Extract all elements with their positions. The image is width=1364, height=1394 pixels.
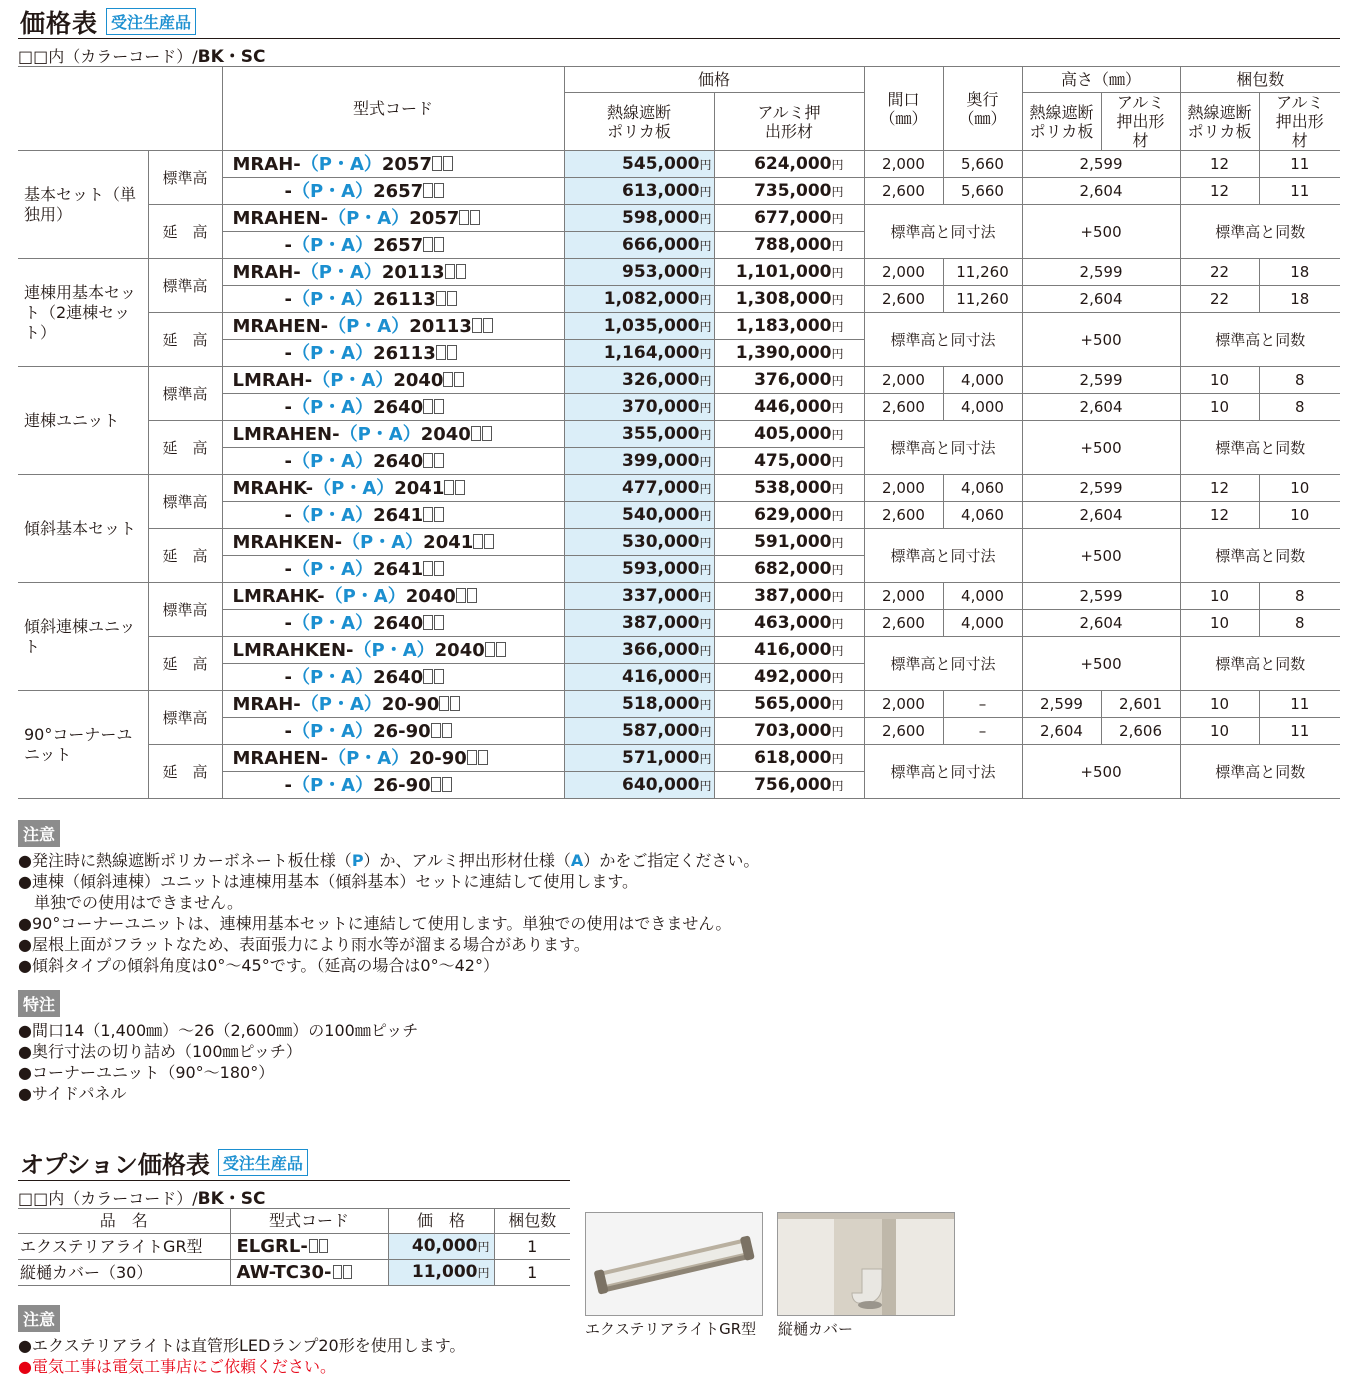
option-header-model: 型式コード	[230, 1209, 388, 1234]
price-polycarbonate: 337,000円	[564, 583, 714, 610]
price-row	[18, 367, 1340, 394]
height: 2,604	[1022, 286, 1180, 313]
price-polycarbonate: 530,000円	[564, 529, 714, 556]
height-plus: +500	[1022, 313, 1180, 367]
notes-list	[18, 850, 759, 976]
width: 2,600	[864, 718, 943, 745]
same-size-note: 標準高と同寸法	[864, 205, 1022, 259]
model-code: MRAHEN-（P・A）20113	[222, 313, 564, 340]
type-standard: 標準高	[148, 691, 222, 745]
pack-polycarbonate: 10	[1180, 583, 1259, 610]
model-code: LMRAH-（P・A）2040	[222, 367, 564, 394]
downspout-cover-illustration	[778, 1213, 954, 1315]
price-polycarbonate: 1,164,000円	[564, 340, 714, 367]
height-polycarbonate: 2,604	[1022, 718, 1101, 745]
type-standard: 標準高	[148, 583, 222, 637]
height-plus: +500	[1022, 529, 1180, 583]
height: 2,604	[1022, 394, 1180, 421]
price-aluminum: 1,390,000円	[714, 340, 864, 367]
width: 2,600	[864, 502, 943, 529]
width: 2,000	[864, 583, 943, 610]
special-line: ●コーナーユニット（90°～180°）	[18, 1063, 275, 1082]
price-aluminum: 463,000円	[714, 610, 864, 637]
option-made-to-order-badge: 受注生産品	[218, 1149, 308, 1176]
pack-aluminum: 11	[1259, 178, 1340, 205]
pack-polycarbonate: 12	[1180, 475, 1259, 502]
model-code: -（P・A）2640	[222, 448, 564, 475]
price-aluminum: 405,000円	[714, 421, 864, 448]
price-aluminum: 677,000円	[714, 205, 864, 232]
special-line: ●奥行寸法の切り詰め（100㎜ピッチ）	[18, 1042, 302, 1061]
same-size-note: 標準高と同寸法	[864, 745, 1022, 799]
depth: 4,000	[943, 583, 1022, 610]
price-aluminum: 446,000円	[714, 394, 864, 421]
width: 2,000	[864, 475, 943, 502]
option-header-price: 価 格	[388, 1209, 494, 1234]
group-label: 連棟ユニット	[18, 367, 148, 475]
pack-aluminum: 18	[1259, 259, 1340, 286]
width: 2,600	[864, 394, 943, 421]
option-color-code-note: □□内（カラーコード）/BK・SC	[18, 1189, 266, 1209]
model-code: MRAH-（P・A）2057	[222, 151, 564, 178]
option-title: オプション価格表 受注生産品	[20, 1145, 308, 1180]
note-line: ●傾斜タイプの傾斜角度は0°～45°です。（延高の場合は0°～42°）	[18, 956, 499, 975]
header-depth: 奥行（㎜）	[943, 67, 1022, 151]
price-aluminum: 538,000円	[714, 475, 864, 502]
header-model: 型式コード	[222, 67, 564, 151]
price-aluminum: 618,000円	[714, 745, 864, 772]
price-aluminum: 682,000円	[714, 556, 864, 583]
price-polycarbonate: 518,000円	[564, 691, 714, 718]
price-aluminum: 624,000円	[714, 151, 864, 178]
width: 2,600	[864, 178, 943, 205]
height-plus: +500	[1022, 421, 1180, 475]
pack-aluminum: 8	[1259, 610, 1340, 637]
price-row	[18, 691, 1340, 718]
depth: 4,060	[943, 475, 1022, 502]
price-polycarbonate: 640,000円	[564, 772, 714, 799]
same-size-note: 標準高と同寸法	[864, 529, 1022, 583]
option-note-line: ●電気工事は電気工事店にご依頼ください。	[18, 1357, 336, 1376]
width: 2,000	[864, 691, 943, 718]
special-line: ●サイドパネル	[18, 1084, 127, 1103]
type-standard: 標準高	[148, 259, 222, 313]
depth: 5,660	[943, 151, 1022, 178]
model-code: -（P・A）2641	[222, 502, 564, 529]
header-price: 価格	[564, 67, 864, 93]
header-price-polycarbonate: 熱線遮断ポリカ板	[564, 93, 714, 151]
price-polycarbonate: 571,000円	[564, 745, 714, 772]
height-aluminum: 2,601	[1101, 691, 1180, 718]
header-height-polycarbonate: 熱線遮断ポリカ板	[1022, 93, 1101, 151]
model-code: -（P・A）2640	[222, 394, 564, 421]
model-code: -（P・A）26113	[222, 340, 564, 367]
model-code: -（P・A）2641	[222, 556, 564, 583]
option-table	[18, 1208, 570, 1286]
price-row	[18, 529, 1340, 556]
price-aluminum: 475,000円	[714, 448, 864, 475]
exterior-light-caption: エクステリアライトGR型	[585, 1320, 757, 1338]
height: 2,599	[1022, 259, 1180, 286]
header-price-aluminum: アルミ押出形材	[714, 93, 864, 151]
special-line: ●間口14（1,400㎜）～26（2,600㎜）の100㎜ピッチ	[18, 1021, 419, 1040]
header-pack: 梱包数	[1180, 67, 1340, 93]
height-plus: +500	[1022, 205, 1180, 259]
note-line: 単独での使用はできません。	[34, 893, 243, 912]
price-row	[18, 205, 1340, 232]
model-code: MRAHEN-（P・A）2057	[222, 205, 564, 232]
price-row	[18, 151, 1340, 178]
downspout-cover-image	[777, 1212, 955, 1316]
model-code: MRAHK-（P・A）2041	[222, 475, 564, 502]
height-polycarbonate: 2,599	[1022, 691, 1101, 718]
price-row	[18, 637, 1340, 664]
price-polycarbonate: 416,000円	[564, 664, 714, 691]
downspout-cover-caption: 縦樋カバー	[778, 1320, 854, 1338]
pack-aluminum: 8	[1259, 583, 1340, 610]
price-table	[18, 66, 1340, 799]
type-extended: 延 高	[148, 529, 222, 583]
header-blank	[18, 67, 222, 151]
model-code: LMRAHK-（P・A）2040	[222, 583, 564, 610]
price-aluminum: 387,000円	[714, 583, 864, 610]
group-label: 傾斜基本セット	[18, 475, 148, 583]
depth: 4,000	[943, 394, 1022, 421]
exterior-light-illustration	[586, 1213, 762, 1315]
pack-polycarbonate: 12	[1180, 178, 1259, 205]
price-polycarbonate: 477,000円	[564, 475, 714, 502]
note-line: ●屋根上面がフラットなため、表面張力により雨水等が溜まる場合があります。	[18, 935, 590, 954]
same-size-note: 標準高と同寸法	[864, 421, 1022, 475]
model-code: -（P・A）26113	[222, 286, 564, 313]
special-order-label: 特注	[18, 990, 60, 1017]
header-width: 間口（㎜）	[864, 67, 943, 151]
header-pack-aluminum: アルミ押出形材	[1259, 93, 1340, 151]
model-code: -（P・A）2640	[222, 664, 564, 691]
depth: 4,060	[943, 502, 1022, 529]
height: 2,604	[1022, 178, 1180, 205]
group-label: 基本セット（単独用）	[18, 151, 148, 259]
header-height-aluminum: アルミ押出形材	[1101, 93, 1180, 151]
option-notes-label: 注意	[18, 1305, 60, 1332]
type-standard: 標準高	[148, 151, 222, 205]
exterior-light-image	[585, 1212, 763, 1316]
width: 2,000	[864, 259, 943, 286]
header-height: 高さ（㎜）	[1022, 67, 1180, 93]
price-polycarbonate: 355,000円	[564, 421, 714, 448]
price-aluminum: 492,000円	[714, 664, 864, 691]
group-label: 傾斜連棟ユニット	[18, 583, 148, 691]
price-aluminum: 1,308,000円	[714, 286, 864, 313]
type-standard: 標準高	[148, 475, 222, 529]
option-notes	[18, 1335, 465, 1377]
model-code: MRAH-（P・A）20113	[222, 259, 564, 286]
price-aluminum: 416,000円	[714, 637, 864, 664]
depth: –	[943, 718, 1022, 745]
height-plus: +500	[1022, 637, 1180, 691]
same-size-note: 標準高と同寸法	[864, 637, 1022, 691]
pack-polycarbonate: 10	[1180, 394, 1259, 421]
price-row	[18, 583, 1340, 610]
height: 2,604	[1022, 610, 1180, 637]
price-polycarbonate: 326,000円	[564, 367, 714, 394]
price-row	[18, 475, 1340, 502]
model-code: -（P・A）26-90	[222, 772, 564, 799]
price-polycarbonate: 387,000円	[564, 610, 714, 637]
depth: 5,660	[943, 178, 1022, 205]
model-code: -（P・A）2657	[222, 232, 564, 259]
option-row: 縦樋カバー（30） AW-TC30- 11,000円 1	[18, 1260, 570, 1286]
pack-polycarbonate: 10	[1180, 691, 1259, 718]
type-extended: 延 高	[148, 205, 222, 259]
pack-polycarbonate: 10	[1180, 718, 1259, 745]
price-row	[18, 259, 1340, 286]
made-to-order-badge: 受注生産品	[106, 8, 196, 35]
pack-aluminum: 11	[1259, 718, 1340, 745]
same-count-note: 標準高と同数	[1180, 313, 1340, 367]
price-polycarbonate: 613,000円	[564, 178, 714, 205]
price-polycarbonate: 953,000円	[564, 259, 714, 286]
price-aluminum: 788,000円	[714, 232, 864, 259]
same-size-note: 標準高と同寸法	[864, 313, 1022, 367]
header-pack-polycarbonate: 熱線遮断ポリカ板	[1180, 93, 1259, 151]
depth: –	[943, 691, 1022, 718]
height: 2,599	[1022, 367, 1180, 394]
depth: 4,000	[943, 367, 1022, 394]
price-polycarbonate: 545,000円	[564, 151, 714, 178]
price-polycarbonate: 399,000円	[564, 448, 714, 475]
price-aluminum: 565,000円	[714, 691, 864, 718]
width: 2,600	[864, 286, 943, 313]
price-polycarbonate: 593,000円	[564, 556, 714, 583]
type-extended: 延 高	[148, 313, 222, 367]
width: 2,000	[864, 367, 943, 394]
pack-polycarbonate: 22	[1180, 259, 1259, 286]
price-polycarbonate: 1,082,000円	[564, 286, 714, 313]
depth: 11,260	[943, 286, 1022, 313]
price-aluminum: 703,000円	[714, 718, 864, 745]
pack-polycarbonate: 12	[1180, 502, 1259, 529]
model-code: MRAHKEN-（P・A）2041	[222, 529, 564, 556]
price-aluminum: 756,000円	[714, 772, 864, 799]
price-aluminum: 735,000円	[714, 178, 864, 205]
price-polycarbonate: 598,000円	[564, 205, 714, 232]
price-polycarbonate: 587,000円	[564, 718, 714, 745]
price-aluminum: 591,000円	[714, 529, 864, 556]
type-extended: 延 高	[148, 637, 222, 691]
option-header-name: 品 名	[18, 1209, 230, 1234]
pack-polycarbonate: 10	[1180, 610, 1259, 637]
color-code-note: □□内（カラーコード）/BK・SC	[18, 47, 266, 67]
type-standard: 標準高	[148, 367, 222, 421]
option-row: エクステリアライトGR型 ELGRL- 40,000円 1	[18, 1234, 570, 1260]
price-aluminum: 376,000円	[714, 367, 864, 394]
price-polycarbonate: 370,000円	[564, 394, 714, 421]
model-code: -（P・A）2640	[222, 610, 564, 637]
price-polycarbonate: 366,000円	[564, 637, 714, 664]
same-count-note: 標準高と同数	[1180, 745, 1340, 799]
price-aluminum: 1,183,000円	[714, 313, 864, 340]
type-extended: 延 高	[148, 421, 222, 475]
pack-aluminum: 11	[1259, 151, 1340, 178]
height: 2,599	[1022, 475, 1180, 502]
depth: 11,260	[943, 259, 1022, 286]
price-aluminum: 1,101,000円	[714, 259, 864, 286]
pack-aluminum: 8	[1259, 394, 1340, 421]
special-order-list	[18, 1020, 418, 1104]
height: 2,599	[1022, 583, 1180, 610]
option-header-pack: 梱包数	[494, 1209, 570, 1234]
pack-polycarbonate: 22	[1180, 286, 1259, 313]
price-aluminum: 629,000円	[714, 502, 864, 529]
pack-polycarbonate: 12	[1180, 151, 1259, 178]
page-title: 価格表 受注生産品	[20, 4, 196, 40]
option-title-rule	[18, 1180, 570, 1181]
same-count-note: 標準高と同数	[1180, 529, 1340, 583]
same-count-note: 標準高と同数	[1180, 637, 1340, 691]
note-line: ●連棟（傾斜連棟）ユニットは連棟用基本（傾斜基本）セットに連結して使用します。	[18, 872, 639, 891]
pack-aluminum: 10	[1259, 502, 1340, 529]
height: 2,599	[1022, 151, 1180, 178]
note-line: ●90°コーナーユニットは、連棟用基本セットに連結して使用します。単独での使用はできません。	[18, 914, 732, 933]
width: 2,600	[864, 610, 943, 637]
height-aluminum: 2,606	[1101, 718, 1180, 745]
model-code: -（P・A）26-90	[222, 718, 564, 745]
note-line: ●発注時に熱線遮断ポリカーボネート板仕様（P）か、アルミ押出形材仕様（A）かをご指定ください。	[18, 851, 760, 870]
price-polycarbonate: 540,000円	[564, 502, 714, 529]
group-label: 連棟用基本セット（2連棟セット）	[18, 259, 148, 367]
same-count-note: 標準高と同数	[1180, 205, 1340, 259]
price-row	[18, 313, 1340, 340]
price-row	[18, 745, 1340, 772]
width: 2,000	[864, 151, 943, 178]
price-polycarbonate: 666,000円	[564, 232, 714, 259]
height: 2,604	[1022, 502, 1180, 529]
price-row	[18, 421, 1340, 448]
model-code: LMRAHKEN-（P・A）2040	[222, 637, 564, 664]
pack-aluminum: 8	[1259, 367, 1340, 394]
notes-label: 注意	[18, 820, 60, 847]
model-code: LMRAHEN-（P・A）2040	[222, 421, 564, 448]
group-label: 90°コーナーユニット	[18, 691, 148, 799]
pack-aluminum: 18	[1259, 286, 1340, 313]
title-rule	[18, 38, 1340, 39]
depth: 4,000	[943, 610, 1022, 637]
pack-polycarbonate: 10	[1180, 367, 1259, 394]
pack-aluminum: 11	[1259, 691, 1340, 718]
same-count-note: 標準高と同数	[1180, 421, 1340, 475]
model-code: -（P・A）2657	[222, 178, 564, 205]
type-extended: 延 高	[148, 745, 222, 799]
option-note-line: ●エクステリアライトは直管形LEDランプ20形を使用します。	[18, 1336, 466, 1355]
pack-aluminum: 10	[1259, 475, 1340, 502]
model-code: MRAHEN-（P・A）20-90	[222, 745, 564, 772]
model-code: MRAH-（P・A）20-90	[222, 691, 564, 718]
price-polycarbonate: 1,035,000円	[564, 313, 714, 340]
height-plus: +500	[1022, 745, 1180, 799]
